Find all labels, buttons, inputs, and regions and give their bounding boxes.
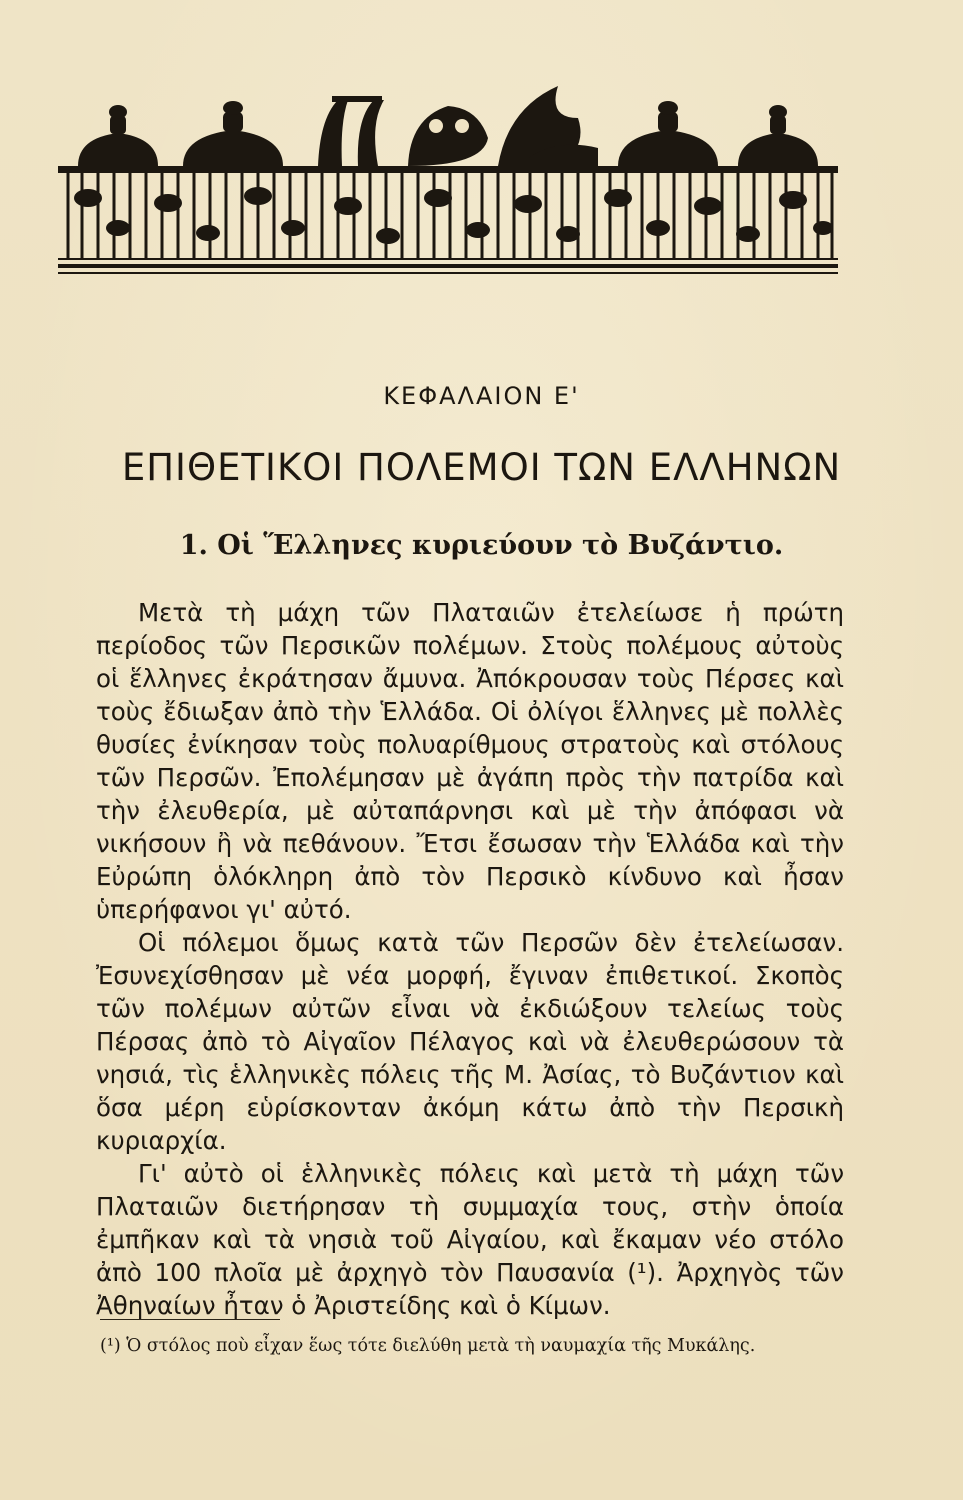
body-text <box>96 596 844 1322</box>
chapter-heading: ΚΕΦΑΛΑΙΟΝ Ε' <box>383 382 580 410</box>
chapter-title: ΕΠΙΘΕΤΙΚΟΙ ΠΟΛΕΜΟΙ ΤΩΝ ΕΛΛΗΝΩΝ <box>121 446 842 489</box>
paragraph: Γι' αὐτὸ οἱ ἑλληνικὲς πόλεις καὶ μετὰ τὴ μάχη τῶν Πλαταιῶν διετήρησαν τὴ συμμαχία τους, στὴν ὁποία ἐμπῆκαν καὶ τὰ νησιὰ τοῦ Αἰγαίου, καὶ ἔκαμαν νέο στόλο ἀπὸ 100 πλοῖα μὲ ἀρχηγὸ τὸν Παυσανία (¹). Ἀρχηγὸς τῶν Ἀθηναίων ἦταν ὁ Ἀριστείδης καὶ ὁ Κίμων. <box>96 1159 844 1320</box>
paragraph: Μετὰ τὴ μάχη τῶν Πλαταιῶν ἐτελείωσε ἡ πρώτη περίοδος τῶν Περσικῶν πολέμων. Στοὺς πολέμους αὐτοὺς οἱ ἕλληνες ἐκράτησαν ἄμυνα. Ἀπόκρουσαν τοὺς Πέρσες καὶ τοὺς ἔδιωξαν ἀπὸ τὴν Ἑλλάδα. Οἱ ὀλίγοι ἕλληνες μὲ πολλὲς θυσίες ἐνίκησαν τοὺς πολυαρίθμους στρατοὺς καὶ στόλους τῶν Περσῶν. Ἐπολέμησαν μὲ ἀγάπη πρὸς τὴν πατρίδα καὶ τὴν ἐλευθερία, μὲ αὐταπάρνησι καὶ μὲ τὴν ἀπόφασι νὰ νικήσουν ἢ νὰ πεθάνουν. Ἔτσι ἔσωσαν τὴν Ἑλλάδα καὶ τὴν Εὐρώπη ὁλόκληρη ἀπὸ τὸν Περσικὸ κίνδυνο καὶ ἦσαν ὑπερήφανοι γι' αὐτό. <box>96 598 844 924</box>
decorative-header-ornament <box>58 78 838 283</box>
paragraph: Οἱ πόλεμοι ὅμως κατὰ τῶν Περσῶν δὲν ἐτελείωσαν. Ἐσυνεχίσθησαν μὲ νέα μορφή, ἔγιναν ἐπιθετικοί. Σκοπὸς τῶν πολέμων αὐτῶν εἶναι νὰ ἐκδιώξουν τελείως τοὺς Πέρσας ἀπὸ τὸ Αἰγαῖον Πέλαγος καὶ νὰ ἐλευθερώσουν τὰ νησιά, τὶς ἑλληνικὲς πόλεις τῆς Μ. Ἀσίας, τὸ Βυζάντιον καὶ ὅσα μέρη εὑρίσκονταν ἀκόμη κάτω ἀπὸ τὴν Περσικὴ κυριαρχία. <box>96 928 844 1155</box>
section-heading: 1. Οἱ Ἕλληνες κυριεύουν τὸ Βυζάντιο. <box>179 530 784 561</box>
footnote: (¹) Ὁ στόλος ποὺ εἶχαν ἕως τότε διελύθη μετὰ τὴ ναυμαχία τῆς Μυκάλης. <box>100 1336 756 1356</box>
footnote-divider <box>100 1319 280 1320</box>
